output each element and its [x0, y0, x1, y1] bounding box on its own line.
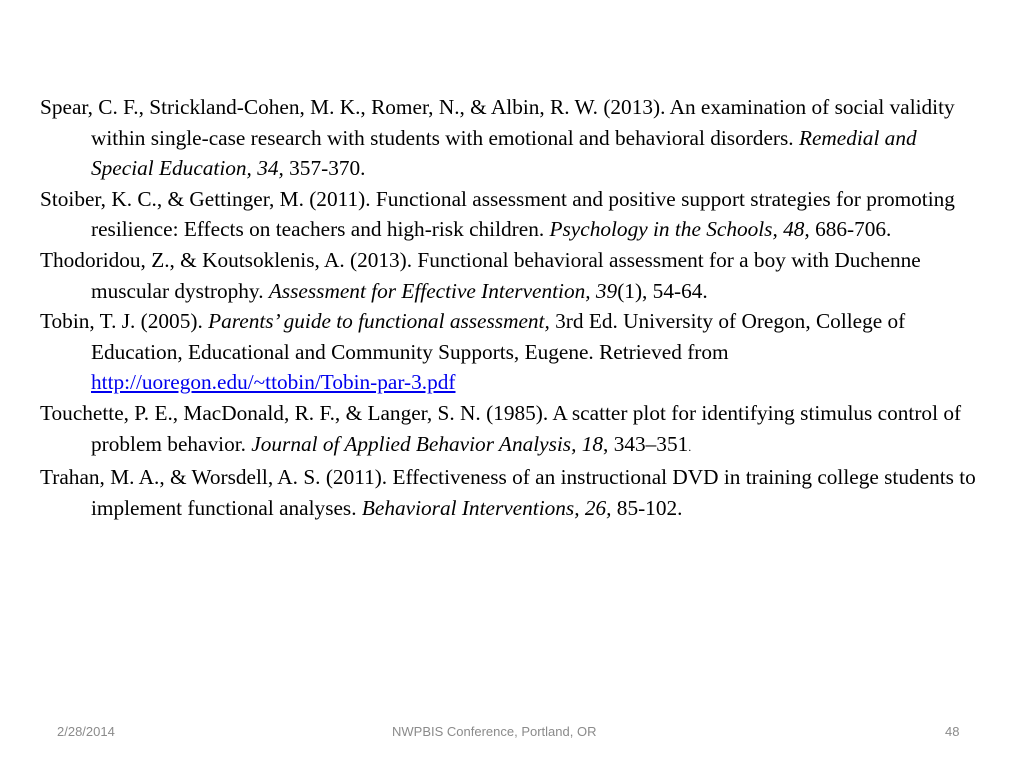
reference-pages: , 343–351 — [603, 431, 689, 456]
reference-item-tobin — [40, 306, 980, 398]
reference-title: Effectiveness of an instructional DVD in training college students to implement functional analyses. — [91, 465, 976, 520]
reference-item-stoiber — [40, 184, 980, 245]
reference-journal: Journal of Applied Behavior Analysis, 18 — [251, 431, 604, 456]
reference-item-touchette — [40, 398, 980, 462]
footer-page-number: 48 — [945, 724, 960, 739]
reference-title: Functional behavioral assessment for a boy with Duchenne muscular dystrophy. — [91, 247, 921, 303]
reference-book-title: Parents’ guide to functional assessment, — [208, 309, 550, 334]
reference-pages: 357-370. — [283, 156, 366, 181]
footer-conference: NWPBIS Conference, Portland, OR — [392, 724, 597, 739]
reference-trailing-period: . — [688, 439, 692, 454]
reference-list — [40, 92, 980, 523]
reference-item-thodoridou — [40, 245, 980, 306]
reference-publisher: 3rd Ed. University of Oregon, College of Education, Educational and Community Supports, Eugene. Retrieved from — [91, 309, 906, 364]
reference-journal: Remedial and Special Education, 34, — [91, 125, 917, 181]
reference-journal: Psychology in the Schools, 48, — [549, 217, 810, 242]
reference-item-spear — [40, 92, 980, 184]
reference-authors: Tobin, T. J. (2005). — [40, 309, 209, 334]
reference-link[interactable]: http://uoregon.edu/~ttobin/Tobin-par-3.pdf — [91, 370, 456, 395]
reference-journal: Assessment for Effective Intervention, 39 — [268, 278, 618, 303]
reference-pages: 85-102. — [611, 495, 683, 520]
reference-pages: (1), 54-64. — [617, 278, 708, 303]
reference-item-trahan — [40, 462, 980, 523]
reference-authors: Trahan, M. A., & Worsdell, A. S. (2011). — [40, 465, 393, 490]
reference-title: A scatter plot for identifying stimulus control of problem behavior. — [91, 400, 962, 456]
reference-authors: Thodoridou, Z., & Koutsoklenis, A. (2013). — [40, 247, 418, 272]
reference-authors: Touchette, P. E., MacDonald, R. F., & Langer, S. N. (1985). — [40, 400, 553, 425]
reference-journal: Behavioral Interventions, 26, — [361, 495, 612, 520]
reference-pages: 686-706. — [809, 217, 892, 242]
reference-title: Functional assessment and positive support strategies for promoting resilience: Effects on teachers and high-risk children. — [91, 186, 955, 242]
reference-authors: Stoiber, K. C., & Gettinger, M. (2011). — [40, 186, 376, 211]
reference-authors: Spear, C. F., Strickland-Cohen, M. K., Romer, N., & Albin, R. W. (2013). — [40, 95, 670, 119]
footer-date: 2/28/2014 — [57, 724, 115, 739]
reference-title: An examination of social validity within single-case research with students with emotional and behavioral disorders. — [91, 95, 955, 150]
